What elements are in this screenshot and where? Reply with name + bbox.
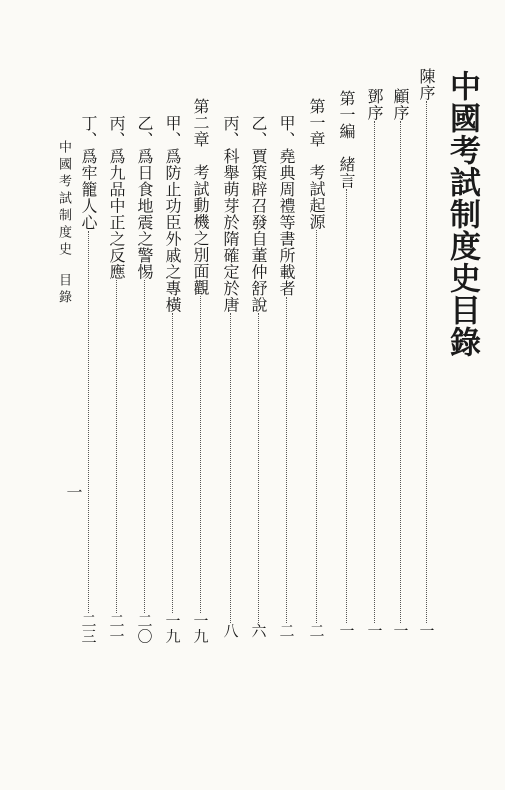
- toc-page-number: 二: [307, 622, 326, 638]
- toc-entry-text: 第一編 緒言: [337, 90, 356, 189]
- dot-leader: [144, 280, 145, 613]
- toc-entry: [366, 88, 382, 638]
- toc-entry: [136, 115, 152, 644]
- dot-leader: [286, 297, 287, 623]
- toc-entry-text: 丙、科舉萌芽於隋確定於唐: [221, 115, 240, 313]
- toc-entry: [418, 68, 434, 638]
- toc-entry: [308, 98, 324, 638]
- toc-entry-text: 丁、爲牢籠人心: [79, 115, 98, 231]
- toc-entry-text: 乙、爲日食地震之警惕: [135, 115, 154, 280]
- toc-page-number: 二三: [79, 613, 98, 644]
- toc-entry-text: 甲、爲防止功臣外戚之專橫: [163, 115, 182, 313]
- dot-leader: [172, 313, 173, 613]
- toc-entry: [338, 90, 354, 638]
- dot-leader: [426, 101, 427, 623]
- toc-page-number: 一九: [191, 613, 210, 644]
- toc-entry-text: 鄧序: [365, 88, 384, 121]
- dot-leader: [316, 230, 317, 623]
- toc-entry: [192, 98, 208, 644]
- running-head: [54, 140, 73, 307]
- dot-leader: [346, 189, 347, 623]
- dot-leader: [116, 280, 117, 613]
- toc-entry: [164, 115, 180, 644]
- toc-entry: [80, 115, 96, 644]
- toc-page-number: 一: [391, 622, 410, 638]
- toc-entry: [392, 88, 408, 638]
- toc-entry: [278, 115, 294, 638]
- toc-entry-text: 顧序: [391, 88, 410, 121]
- toc-entry-text: 甲、堯典周禮等書所載者: [277, 115, 296, 297]
- toc-page-number: 一: [365, 622, 384, 638]
- toc-page-number: 六: [249, 622, 268, 638]
- toc-page-number: 一: [337, 622, 356, 638]
- toc-page-number: 二: [277, 622, 296, 638]
- page-title: 中國考試制度史目錄: [444, 70, 480, 358]
- dot-leader: [400, 121, 401, 623]
- toc-page-number: 一: [417, 622, 436, 638]
- toc-entry-text: 第二章 考試動機之別面觀: [191, 98, 210, 296]
- toc-entry: [108, 115, 124, 644]
- running-head-section: 目錄: [56, 273, 71, 307]
- dot-leader: [200, 296, 201, 613]
- running-head-title: 中國考試制度史: [56, 140, 71, 259]
- dot-leader: [230, 313, 231, 623]
- dot-leader: [374, 121, 375, 623]
- toc-entry: [222, 115, 238, 638]
- toc-entry-text: 第一章 考試起源: [307, 98, 326, 230]
- toc-page-number: 一九: [163, 613, 182, 644]
- toc-entry-text: 丙、爲九品中正之反應: [107, 115, 126, 280]
- toc-page-number: 八: [221, 622, 240, 638]
- toc-entry-text: 乙、賈䇿辟召發自董仲舒說: [249, 115, 268, 313]
- toc-entry-text: 陳序: [417, 68, 436, 101]
- dot-leader: [258, 313, 259, 623]
- toc-page-number: 二〇: [135, 613, 154, 644]
- page-number: 一: [64, 484, 83, 500]
- toc-page-number: 二一: [107, 613, 126, 644]
- dot-leader: [88, 231, 89, 614]
- toc-entry: [250, 115, 266, 638]
